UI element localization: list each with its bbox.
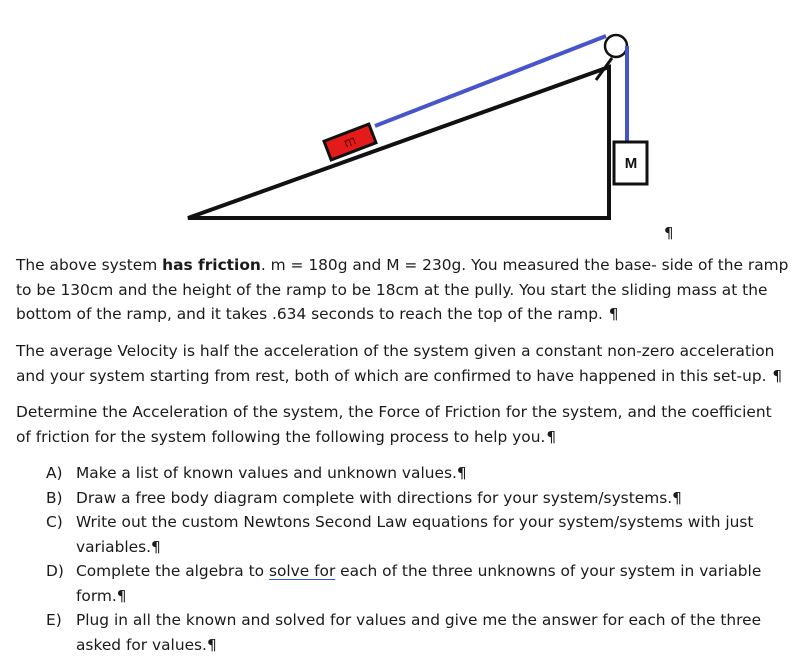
list-item	[16, 608, 791, 657]
pilcrow-mark: ¶	[151, 537, 161, 556]
list-item-text: Make a list of known values and unknown values.	[76, 464, 457, 482]
list-marker: B)	[46, 488, 63, 507]
list-marker: E)	[46, 611, 62, 629]
list-item-text: each of the three unknowns of your system in variable form.	[76, 562, 762, 605]
list-item	[16, 486, 791, 511]
pulley	[605, 35, 627, 57]
list-item-text: Plug in all the known and solved for values and give me the answer for each of the three asked for values.	[76, 611, 762, 654]
pilcrow-mark: ¶	[672, 488, 682, 507]
p3-text: Determine the Acceleration of the system, the Force of Friction for the system, and the coefficient of friction for the system following the following process to help you.	[16, 403, 772, 446]
list-item	[16, 559, 791, 608]
steps-list	[16, 461, 791, 657]
ramp-pulley-diagram	[0, 0, 801, 250]
hanging-block-label: M	[624, 155, 638, 172]
list-marker: C)	[46, 513, 63, 531]
list-marker: A)	[46, 464, 63, 482]
pilcrow-mark: ¶	[206, 635, 217, 654]
pilcrow-mark: ¶	[456, 464, 467, 482]
ramp	[188, 67, 609, 218]
pilcrow-mark: ¶	[664, 224, 674, 242]
list-marker: D)	[46, 562, 64, 580]
task-instructions	[16, 400, 791, 449]
p1-text-b: . m = 180g and M = 230g. You measured the base- side of the ramp to be 130cm and the height of the ramp to be 18cm at the pully. You start the sliding mass at the bottom of the ramp, and it takes .634 seconds to reach the top of the ramp.	[16, 256, 789, 323]
list-item	[16, 510, 791, 559]
pilcrow-mark: ¶	[772, 366, 783, 385]
p2-text: The average Velocity is half the acceleration of the system given a constant non-zero acceleration and your system starting from rest, both of which are confirmed to have happened in this set-up.	[16, 342, 775, 385]
list-item-text: Write out the custom Newtons Second Law equations for your system/systems with just variables.	[76, 513, 754, 556]
list-item	[16, 461, 791, 486]
list-item-text: Draw a free body diagram complete with directions for your system/systems.	[76, 488, 673, 507]
problem-statement	[16, 253, 791, 327]
p1-bold: has friction	[162, 256, 261, 274]
pilcrow-mark: ¶	[116, 586, 127, 605]
velocity-note	[16, 339, 791, 388]
underlined-text: solve for	[268, 562, 336, 580]
pilcrow-mark: ¶	[608, 305, 619, 323]
list-item-text: Complete the algebra to	[76, 562, 269, 580]
small-block-label: m	[341, 131, 358, 151]
p1-text-a: The above system	[16, 256, 163, 274]
pilcrow-mark: ¶	[546, 427, 557, 446]
